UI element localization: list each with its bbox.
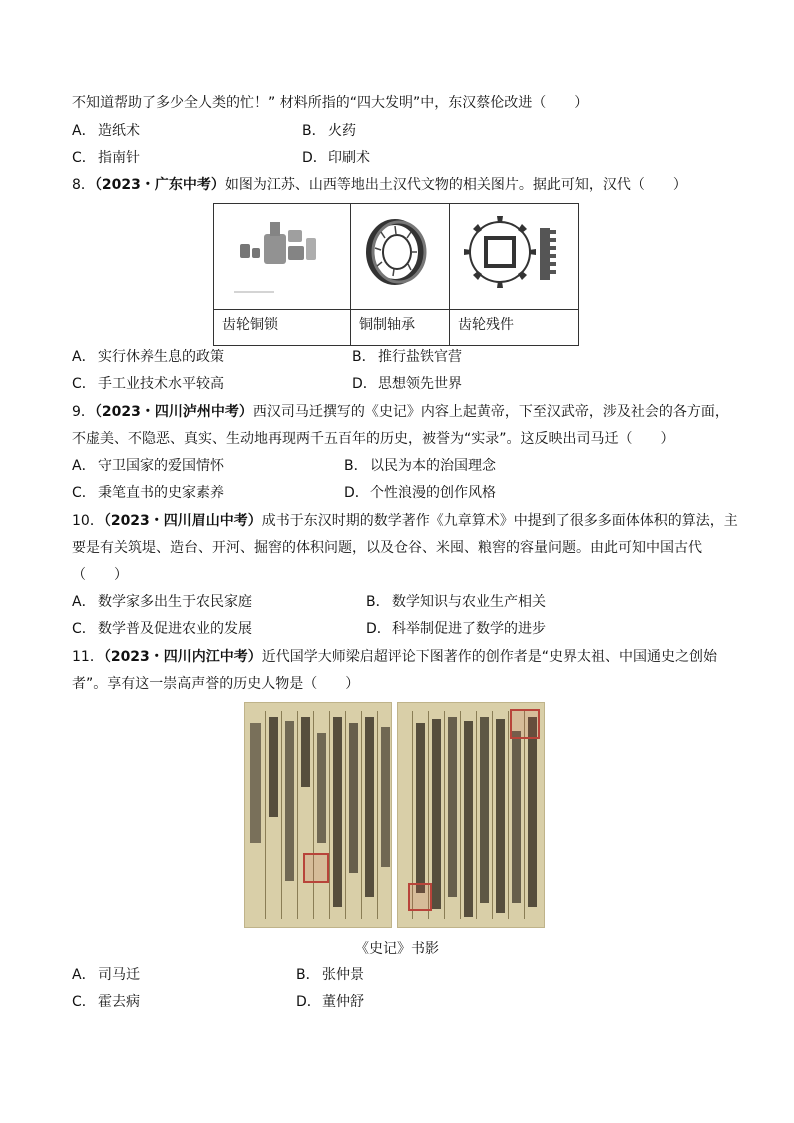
question-text: 成书于东汉时期的数学著作《九章算术》中提到了很多多面体体积的算法，主 [261,513,738,529]
bearing-icon [351,204,449,310]
option-text: 指南针 [98,150,140,166]
option-letter: A． [72,594,96,610]
q8-option-b[interactable] [352,348,462,366]
question-source: （2023・四川内江中考） [103,649,262,665]
artifact-caption: 齿轮铜锁 [222,317,278,333]
option-text: 数学家多出生于农民家庭 [98,594,252,610]
option-text: 数学知识与农业生产相关 [392,594,546,610]
option-text: 秉笔直书的史家素养 [98,485,224,501]
question-source: （2023・四川眉山中考） [103,513,262,529]
q10-stem-line3: （ ） [72,567,128,583]
option-text: 火药 [328,123,356,139]
q10-option-a[interactable] [72,593,252,611]
option-letter: B． [302,123,326,139]
q9-option-d[interactable] [344,484,496,502]
option-letter: A． [72,349,96,365]
option-letter: C． [72,621,96,637]
option-letter: C． [72,485,96,501]
q9-option-a[interactable] [72,457,224,475]
question-number: 8． [72,177,95,193]
q9-option-b[interactable] [344,457,496,475]
q8-stem [72,176,687,194]
question-number: 10． [72,513,104,529]
shiji-book-page-right [397,702,545,928]
q7-option-b[interactable] [302,122,356,140]
option-text: 霍去病 [98,994,140,1010]
q10-option-c[interactable] [72,620,252,638]
option-letter: B． [296,967,320,983]
option-text: 造纸术 [98,123,140,139]
gear-lock-icon [214,204,350,310]
q7-option-d[interactable] [302,149,370,167]
gear-fragment-icon [450,204,578,310]
question-source: （2023・广东中考） [94,177,225,193]
option-text: 张仲景 [322,967,364,983]
artifact-caption: 齿轮残件 [458,317,514,333]
artifact-table [213,203,579,346]
q9-stem-line1 [72,403,729,421]
question-text: 西汉司马迁撰写的《史记》内容上起黄帝，下至汉武帝，涉及社会的各方面， [252,404,729,420]
option-letter: D． [344,485,369,501]
option-letter: B． [352,349,376,365]
question-number: 9． [72,404,95,420]
q8-option-c[interactable] [72,375,224,393]
option-letter: D． [352,376,377,392]
artifact-cell-gear [450,204,578,345]
question-number: 11． [72,649,104,665]
q9-option-c[interactable] [72,484,224,502]
q11-option-b[interactable] [296,966,364,984]
q10-option-d[interactable] [366,620,546,638]
option-text: 司马迁 [98,967,140,983]
q11-stem-line1 [72,648,717,666]
option-letter: D． [296,994,321,1010]
q9-stem-line2: 不虚美、不隐恶、真实、生动地再现两千五百年的历史，被誉为“实录”。这反映出司马迁（ ） [72,431,675,447]
q8-option-a[interactable] [72,348,224,366]
option-text: 印刷术 [328,150,370,166]
option-letter: A． [72,123,96,139]
image-caption: 《史记》书影 [355,941,439,957]
q10-stem-line2: 要是有关筑堤、造台、开河、掘窖的体积问题，以及仓谷、米囤、粮窖的容量问题。由此可知中国古代 [72,540,702,556]
option-text: 思想领先世界 [378,376,462,392]
option-text: 推行盐铁官营 [378,349,462,365]
option-text: 数学普及促进农业的发展 [98,621,252,637]
option-letter: C． [72,150,96,166]
option-text: 以民为本的治国理念 [370,458,496,474]
question-text: 如图为江苏、山西等地出土汉代文物的相关图片。据此可知，汉代（ ） [224,177,687,193]
artifact-caption: 铜制轴承 [359,317,415,333]
q7-option-c[interactable] [72,149,140,167]
q10-option-b[interactable] [366,593,546,611]
q11-stem-line2: 者”。享有这一崇高声誉的历史人物是（ ） [72,676,360,692]
q7-stem-tail: 不知道帮助了多少全人类的忙！” 材料所指的“四大发明”中，东汉蔡伦改进（ ） [72,95,589,111]
option-letter: B． [344,458,368,474]
option-letter: A． [72,967,96,983]
artifact-cell-lock [214,204,350,345]
option-text: 实行休养生息的政策 [98,349,224,365]
q11-option-d[interactable] [296,993,364,1011]
q11-option-c[interactable] [72,993,140,1011]
artifact-cell-bearing [351,204,449,345]
question-text: 近代国学大师梁启超评论下图著作的创作者是“史界太祖、中国通史之创始 [261,649,718,665]
option-letter: D． [366,621,391,637]
option-text: 董仲舒 [322,994,364,1010]
option-letter: B． [366,594,390,610]
option-letter: A． [72,458,96,474]
option-text: 科举制促进了数学的进步 [392,621,546,637]
q7-option-a[interactable] [72,122,140,140]
shiji-book-page-left [244,702,392,928]
q11-option-a[interactable] [72,966,140,984]
option-letter: C． [72,994,96,1010]
q8-option-d[interactable] [352,375,462,393]
option-text: 手工业技术水平较高 [98,376,224,392]
q10-stem-line1 [72,512,738,530]
question-source: （2023・四川泸州中考） [94,404,253,420]
option-letter: D． [302,150,327,166]
option-text: 个性浪漫的创作风格 [370,485,496,501]
option-letter: C． [72,376,96,392]
option-text: 守卫国家的爱国情怀 [98,458,224,474]
